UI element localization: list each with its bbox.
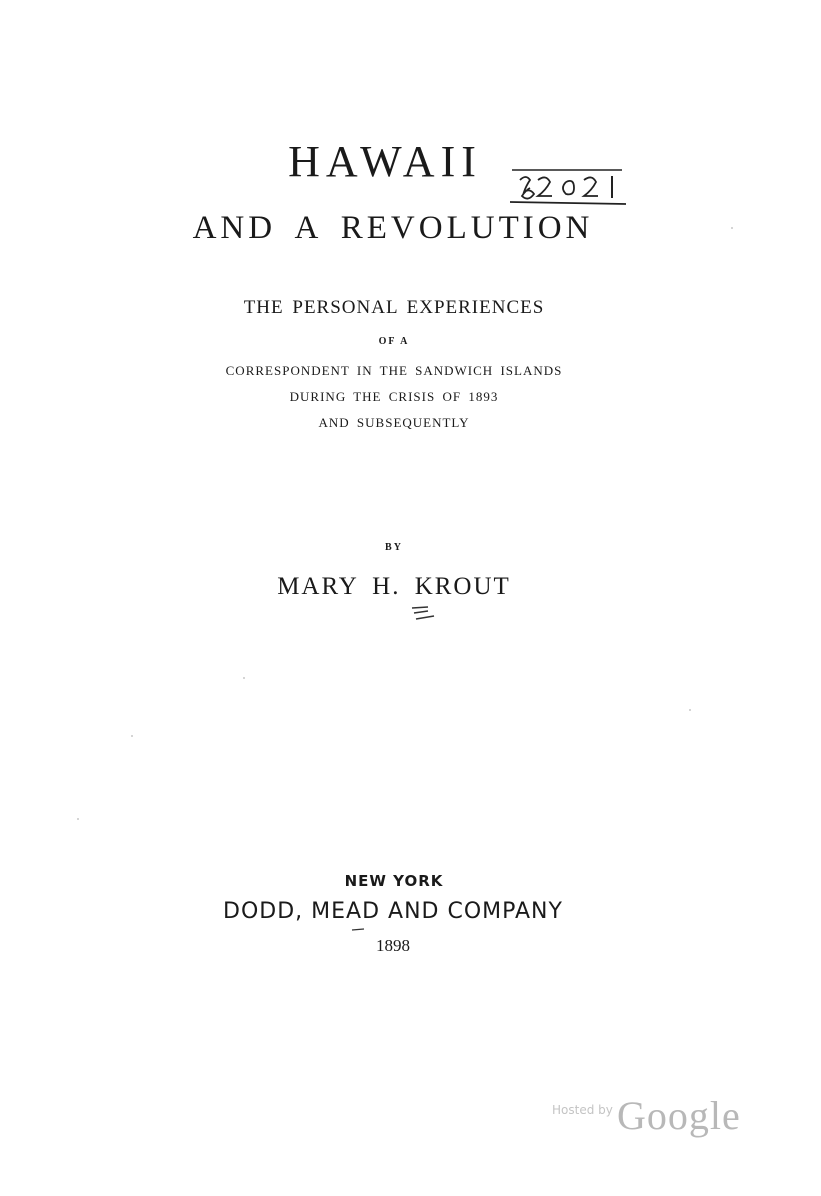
handwritten-call-number [508,162,628,212]
subtitle-line: CORRESPONDENT IN THE SANDWICH ISLANDS [225,363,563,378]
pencil-mark [408,604,438,622]
imprint-publisher: DODD, MEAD AND COMPANY [223,899,563,924]
subtitle-connector: OF A [378,336,410,347]
byline-label: BY [385,542,403,553]
book-title-sub: AND A REVOLUTION [192,210,594,246]
scan-speck [77,818,79,820]
scan-speck [131,735,133,737]
author-name: MARY H. KROUT [277,573,511,600]
google-logo: Google [617,1093,741,1138]
watermark-hosted-by: Hosted by [552,1103,613,1117]
subtitle-line: AND SUBSEQUENTLY [318,415,470,430]
pencil-mark [350,926,368,934]
book-title-main: HAWAII [288,137,482,186]
subtitle-heading: THE PERSONAL EXPERIENCES [243,297,545,318]
imprint-city: NEW YORK [344,872,444,890]
scan-speck [689,709,691,711]
scan-speck [243,677,245,679]
imprint-year: 1898 [376,936,410,955]
subtitle-line: DURING THE CRISIS OF 1893 [289,389,499,404]
scan-speck [731,227,733,229]
